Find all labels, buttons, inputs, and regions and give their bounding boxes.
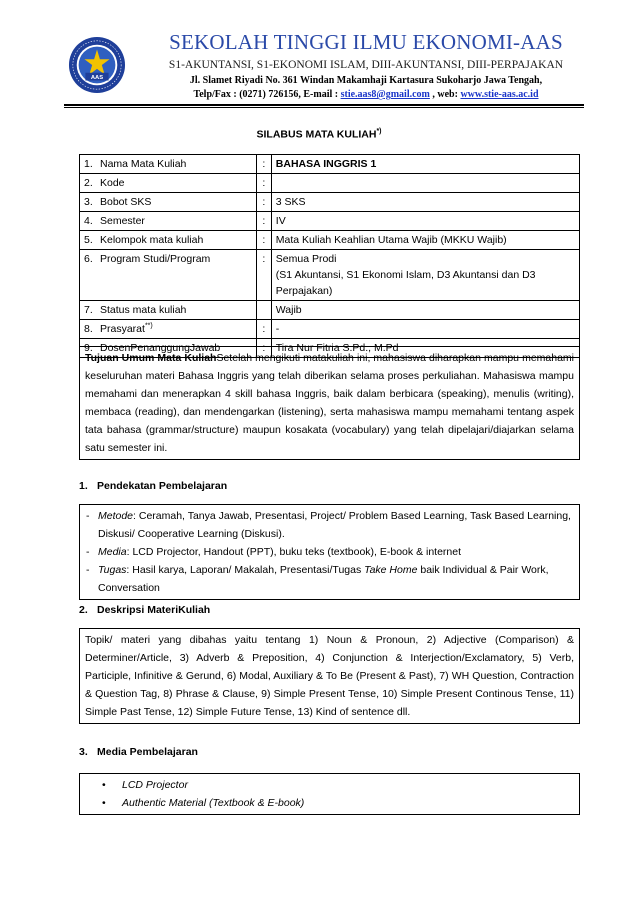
section-heading-description [79,604,210,616]
section-number: 2. [79,604,88,616]
contact-prefix: Telp/Fax : (0271) 726156, E-mail : [193,89,341,100]
row-label: Program Studi/Program [100,253,211,265]
item-text-tail: baik Individual & Pair Work, Conversation [98,564,549,594]
section-heading-approach [79,480,227,492]
item-italic-text: Take Home [364,564,418,576]
objective-lead: Tujuan Umum Mata Kuliah [85,352,217,364]
table-row [80,301,580,320]
row-value-detail: (S1 Akuntansi, S1 Ekonomi Islam, D3 Akuntansi dan D3 Perpajakan) [275,269,536,297]
item-label: Media [98,546,127,558]
item-text: : Ceramah, Tanya Jawab, Presentasi, Project/ Problem Based Learning, Task Based Learning, Diskusi/ Cooperative Learning (Diskusi). [98,510,571,540]
item-text: : LCD Projector, Handout (PPT), buku teks (textbook), E-book & internet [126,546,462,558]
item-text: Authentic Material (Textbook & E-book) [122,797,305,809]
row-number: 2. [84,177,93,189]
list-item [86,561,573,597]
row-separator: : [256,193,271,212]
list-item [86,543,573,561]
letterhead-rule-thin [64,107,584,108]
section-heading-media [79,746,198,758]
title-footnote-mark: *) [376,128,382,135]
row-number: 9. [84,342,93,354]
row-number: 4. [84,215,93,227]
row-number: 7. [84,304,93,316]
row-value: 3 SKS [271,193,579,212]
row-separator: : [256,231,271,250]
table-row [80,250,580,301]
contact-mid: , web: [429,89,461,100]
row-separator: : [256,174,271,193]
section-number: 1. [79,480,88,492]
objective-text: Setelah mengikuti matakuliah ini, mahasiswa diharapkan mampu memahami keseluruhan materi Bahasa Inggris yang telah diberikan selama proses perkuliahan. Mahasiswa mampu memahami dan menerapkan 4 skill bahasa Inggris, baik dalam berbicara (speaking), menulis (writing), membaca (reading), dan mendengarkan (listening), serta mahasiswa mampu memahami tentang aspek tata bahasa (grammar/structure) maupun kosakata (vocabulary) yang telah dipelajari/diajarkan selama satu semester ini. [85,352,574,454]
row-value: Semua Prodi [275,253,337,265]
institution-address: Jl. Slamet Riyadi No. 361 Windan Makamhaji Kartasura Sukoharjo Jawa Tengah, [189,75,543,86]
table-row [80,212,580,231]
row-separator: : [256,339,271,358]
logo-label: AAS [90,75,104,82]
bullet-icon: • [102,797,106,809]
dash-bullet: - [86,564,90,576]
bullet-icon: • [102,779,106,791]
section-title: Media Pembelajaran [97,746,198,758]
row-separator: : [256,155,271,174]
table-row [80,231,580,250]
row-separator: : [256,250,271,301]
web-link[interactable]: www.stie-aas.ac.id [460,89,539,100]
table-row [80,193,580,212]
institution-name: SEKOLAH TINGGI ILMU EKONOMI-AAS [169,30,563,54]
list-item [102,794,573,812]
item-text: : Hasil karya, Laporan/ Makalah, Presentasi/Tugas [126,564,365,576]
document-title [0,128,638,141]
section-title: Deskripsi MateriKuliah [97,604,211,616]
row-label: Nama Mata Kuliah [100,158,187,170]
row-label: Semester [100,215,145,227]
row-label: Kelompok mata kuliah [100,234,204,246]
table-row [80,174,580,193]
course-objective-box [79,346,580,460]
row-separator: : [256,212,271,231]
learning-media-box [79,773,580,815]
item-label: Metode [98,510,134,522]
table-row [80,155,580,174]
row-number: 6. [84,253,93,265]
row-number: 8. [84,323,93,335]
email-link[interactable]: stie.aas8@gmail.com [340,89,430,100]
material-description-box: Topik/ materi yang dibahas yaitu tentang 1) Noun & Pronoun, 2) Adjective (Comparison) & Determiner/Article, 3) Adverb & Preposition, 4) Conjunction & Interjection/Exclamatory, 5) Verb, Participle, Infinitive & Gerund, 6) Modal, Auxiliary & To Be (Present & Past), 7) WH Question, Contraction & Question Tag, 8) Phrase & Clause, 9) Simple Present Tense, 10) Simple Present Continous Tense, 11) Simple Past Tense, 12) Simple Future Tense, 13) Kind of sentence dll. [79,628,580,724]
course-name-value: BAHASA INGGRIS 1 [275,158,377,170]
institution-logo-icon [68,36,126,94]
title-text: SILABUS MATA KULIAH [256,128,377,141]
course-info-table [79,154,580,358]
list-item [86,507,573,543]
row-separator [256,301,271,320]
institution-programs: S1-AKUNTANSI, S1-EKONOMI ISLAM, DIII-AKUNTANSI, DIII-PERPAJAKAN [168,59,564,71]
row-label: DosenPenanggungJawab [100,342,221,354]
row-value: IV [271,212,579,231]
item-label: Tugas [98,564,127,576]
row-number: 5. [84,234,93,246]
row-value [271,174,579,193]
list-item [102,776,573,794]
row-label: Prasyarat [100,323,145,335]
learning-approach-box [79,504,580,600]
row-value: Tira Nur Fitria S.Pd., M.Pd [271,339,579,358]
row-number: 3. [84,196,93,208]
row-label: Status mata kuliah [100,304,187,316]
letterhead [64,30,584,102]
row-value: Mata Kuliah Keahlian Utama Wajib (MKKU Wajib) [271,231,579,250]
row-separator: : [256,320,271,339]
dash-bullet: - [86,546,90,558]
section-title: Pendekatan Pembelajaran [97,480,228,492]
row-value: Wajib [271,301,579,320]
institution-contact [156,89,576,100]
section-number: 3. [79,746,88,758]
row-label: Kode [100,177,125,189]
row-number: 1. [84,158,93,170]
row-value: - [271,320,579,339]
table-row [80,320,580,339]
letterhead-rule [64,104,584,106]
item-text: LCD Projector [122,779,188,791]
footnote-mark: **) [144,322,153,330]
dash-bullet: - [86,510,90,522]
row-label: Bobot SKS [100,196,152,208]
